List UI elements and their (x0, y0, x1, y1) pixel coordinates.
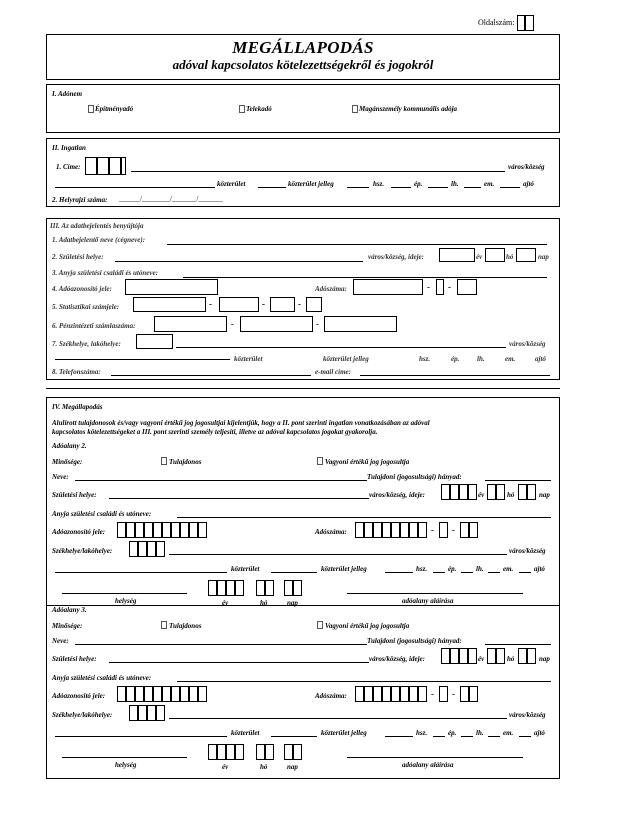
tax-number-box[interactable] (382, 522, 391, 538)
option-label: Vagyoni értékű jog jogosultja (325, 622, 410, 630)
section-heading: II. Ingatlan (52, 144, 86, 152)
lh-line[interactable] (428, 187, 448, 188)
field-label: Adóazonosító jele: (52, 692, 106, 700)
field-label: 1. Címe: (56, 163, 81, 171)
option-label: Vagyoni értékű jog jogosultja (325, 458, 410, 466)
field-label: 3. Anyja születési családi és utóneve: (52, 269, 158, 277)
tax-number-box[interactable] (409, 686, 418, 702)
field-label: év (478, 655, 485, 663)
postcode-box[interactable] (156, 705, 165, 721)
postcode-box[interactable] (129, 541, 138, 557)
section-benyujto (46, 218, 560, 380)
separator: - (231, 319, 234, 329)
checkbox-vagyoni-jog[interactable] (317, 621, 323, 629)
person-block (47, 606, 559, 769)
city-line[interactable] (169, 554, 507, 555)
section-heading: IV. Megállapodás (52, 403, 103, 411)
ajto-line[interactable] (519, 572, 531, 573)
field-label: közterület jelleg (321, 729, 367, 737)
stat-number-box-3[interactable] (270, 297, 295, 312)
field-label: 2. Születési helye: (52, 253, 104, 261)
postcode-box[interactable] (97, 157, 109, 175)
field-label: 5. Statisztikai számjele: (52, 303, 120, 311)
page-subtitle: adóval kapcsolatos kötelezettségekről és jogokról (172, 57, 434, 72)
em-line[interactable] (488, 736, 500, 737)
section-adonem (46, 84, 560, 133)
separator: - (316, 319, 319, 329)
mother-name-line[interactable] (177, 681, 551, 682)
page-number-box-2[interactable] (525, 15, 534, 31)
field-label: adóalany aláírása (402, 761, 454, 769)
bank-account-box-3[interactable] (324, 316, 397, 332)
mother-name-line[interactable] (177, 517, 551, 518)
tax-id-box[interactable] (153, 686, 162, 702)
field-label: lh. (477, 355, 485, 363)
field-label: közterület (231, 565, 260, 573)
field-label: Születési helye: (52, 655, 97, 663)
field-label: em. (503, 565, 514, 573)
separator: - (452, 689, 455, 699)
tax-id-box[interactable] (126, 522, 135, 538)
birth-day-box[interactable] (518, 648, 527, 664)
field-label: 2. Helyrajzi száma: (52, 196, 108, 204)
sign-year-box[interactable] (226, 744, 235, 760)
field-label: 8. Telefonszáma: (52, 368, 101, 376)
checkbox-tulajdonos[interactable] (161, 621, 167, 629)
separator: - (427, 282, 430, 292)
street-line[interactable] (55, 187, 215, 188)
field-label: adóalany aláírása (402, 597, 454, 605)
share-line[interactable] (485, 480, 551, 481)
page-number-box-1[interactable] (517, 15, 525, 31)
sign-month-box[interactable] (265, 580, 274, 596)
field-label: nap (539, 491, 550, 499)
birth-month-box[interactable] (487, 484, 496, 500)
tax-id-box[interactable] (198, 522, 207, 538)
tax-number-box[interactable] (400, 522, 409, 538)
checkbox-kommunalis-ado[interactable] (352, 105, 358, 113)
birth-year-box[interactable] (439, 248, 475, 262)
field-label: 4. Adóazonosító jele: (52, 285, 112, 293)
lh-line[interactable] (461, 572, 473, 573)
checkbox-epitmenyado[interactable] (88, 105, 94, 113)
birth-year-box[interactable] (468, 484, 477, 500)
tax-number-box-2[interactable] (436, 279, 444, 295)
field-label: lh. (476, 729, 484, 737)
divider (46, 388, 560, 389)
em-line[interactable] (464, 187, 481, 188)
separator: - (448, 282, 451, 292)
name-line[interactable] (167, 244, 547, 245)
sign-year-box[interactable] (208, 580, 217, 596)
intro-text-line-2: kapcsolatos kötelezettségeket a III. pont szerinti személy teljesíti, illetve az adóval kapcsolatos jogokat gyakorolja. (52, 428, 378, 436)
signature-line[interactable] (347, 757, 523, 758)
mother-name-line[interactable] (183, 277, 547, 278)
field-label: közterület jelleg (323, 355, 369, 363)
field-label: ajtó (534, 565, 545, 573)
place-signature-line[interactable] (62, 757, 187, 758)
sign-day-box[interactable] (284, 744, 293, 760)
field-label: Tulajdoni (jogosultsági) hányad: (367, 637, 462, 645)
field-label: ajtó (535, 355, 546, 363)
seat-street-line[interactable] (55, 359, 230, 360)
separator: - (262, 299, 265, 309)
separator: - (431, 525, 434, 535)
postcode-box[interactable] (85, 157, 97, 175)
field-label: ajtó (523, 180, 534, 188)
hsz-line[interactable] (385, 572, 413, 573)
birth-day-box[interactable] (516, 248, 536, 262)
tax-id-box[interactable] (125, 279, 218, 295)
phone-line[interactable] (111, 375, 311, 376)
tax-number-box[interactable] (469, 686, 478, 702)
helyrajzi-field[interactable]: ______/________/_______/_______ (119, 195, 223, 203)
field-label: év (222, 763, 229, 771)
field-label: Székhelye/lakóhelye: (52, 711, 113, 719)
bank-account-box-2[interactable] (240, 316, 313, 332)
section-heading: III. Az adatbejelentés benyújtója (50, 222, 144, 230)
field-label: helység (115, 597, 137, 605)
tax-number-box[interactable] (439, 686, 448, 702)
field-label: közterület (217, 180, 246, 188)
separator: - (452, 525, 455, 535)
tax-number-box[interactable] (418, 686, 427, 702)
ep-line[interactable] (433, 572, 445, 573)
birth-month-box[interactable] (496, 484, 505, 500)
section-megallapodas (46, 397, 560, 779)
sign-year-box[interactable] (217, 580, 226, 596)
field-label: hó (260, 763, 268, 771)
ep-line[interactable] (391, 187, 411, 188)
option-label: Magánszemély kommunális adója (359, 105, 458, 113)
birth-month-box[interactable] (487, 648, 496, 664)
field-label: lh. (451, 180, 459, 188)
ep-line[interactable] (433, 736, 445, 737)
field-label: év (476, 253, 483, 261)
sign-year-box[interactable] (226, 580, 235, 596)
field-label: ajtó (534, 729, 545, 737)
field-label: város/község (509, 547, 546, 555)
birth-year-box[interactable] (459, 484, 468, 500)
postcode-box[interactable] (147, 541, 156, 557)
tax-id-box[interactable] (180, 522, 189, 538)
option-label: Tulajdonos (169, 622, 202, 630)
field-label: nap (287, 599, 298, 607)
hsz-line[interactable] (385, 736, 413, 737)
street-type-line[interactable] (258, 187, 286, 188)
sign-year-box[interactable] (235, 580, 244, 596)
tax-id-box[interactable] (189, 686, 198, 702)
tax-number-box[interactable] (460, 522, 469, 538)
field-label: ép. (448, 729, 457, 737)
checkbox-tulajdonos[interactable] (161, 457, 167, 465)
birth-day-box[interactable] (527, 648, 536, 664)
ajto-line[interactable] (500, 187, 520, 188)
birth-day-box[interactable] (518, 484, 527, 500)
page-number-label: Oldalszám: (478, 18, 515, 27)
field-label: nap (287, 763, 298, 771)
section-ingatlan (46, 138, 560, 207)
field-label: Minősége: (52, 458, 83, 466)
tax-id-box[interactable] (117, 522, 126, 538)
field-label: város/község (509, 340, 546, 348)
tax-id-box[interactable] (171, 522, 180, 538)
tax-id-box[interactable] (162, 686, 171, 702)
street-line[interactable] (55, 736, 227, 737)
field-label: közterület (231, 729, 260, 737)
em-line[interactable] (488, 572, 500, 573)
sign-month-box[interactable] (265, 744, 274, 760)
separator: - (209, 299, 212, 309)
field-label: közterület jelleg (288, 180, 334, 188)
field-label: Adóazonosító jele: (52, 528, 106, 536)
section-heading: I. Adónem (52, 90, 83, 98)
field-label: város/község, ideje: (369, 491, 425, 499)
tax-id-box[interactable] (144, 522, 153, 538)
birth-month-box[interactable] (485, 248, 505, 262)
field-label: közterület (234, 355, 263, 363)
tax-id-box[interactable] (162, 522, 171, 538)
field-label: Adószáma: (315, 285, 347, 293)
field-label: em. (503, 729, 514, 737)
postcode-box[interactable] (138, 705, 147, 721)
birth-day-box[interactable] (527, 484, 536, 500)
city-line[interactable] (169, 718, 507, 719)
postcode-box[interactable] (109, 157, 121, 175)
name-line[interactable] (75, 644, 367, 645)
field-label: ép. (448, 565, 457, 573)
stat-number-box-2[interactable] (219, 297, 259, 312)
postcode-box[interactable] (147, 705, 156, 721)
field-label: em. (505, 355, 516, 363)
postcode-box[interactable] (156, 541, 165, 557)
seat-city-line[interactable] (176, 347, 506, 348)
page-title: MEGÁLLAPODÁS (232, 38, 374, 57)
separator: - (298, 299, 301, 309)
person-block (47, 442, 559, 605)
bank-account-box-1[interactable] (154, 316, 227, 332)
field-label: lh. (476, 565, 484, 573)
field-label: város/község (509, 711, 546, 719)
place-signature-line[interactable] (62, 593, 187, 594)
field-label: hó (507, 655, 515, 663)
street-line[interactable] (55, 572, 227, 573)
sign-year-box[interactable] (235, 744, 244, 760)
field-label: nap (539, 655, 550, 663)
field-label: Tulajdoni (jogosultsági) hányad: (367, 473, 462, 481)
tax-number-box[interactable] (469, 522, 478, 538)
field-label: hsz. (419, 355, 431, 363)
field-label: Neve: (52, 637, 69, 645)
tax-id-box[interactable] (180, 686, 189, 702)
sign-year-box[interactable] (208, 744, 217, 760)
tax-number-box[interactable] (373, 522, 382, 538)
field-label: Minősége: (52, 622, 83, 630)
title-box (46, 34, 560, 80)
birth-year-box[interactable] (450, 484, 459, 500)
birth-month-box[interactable] (496, 648, 505, 664)
birthplace-line[interactable] (109, 498, 369, 499)
tax-number-box[interactable] (353, 279, 423, 295)
tax-number-box[interactable] (391, 522, 400, 538)
email-line[interactable] (360, 375, 550, 376)
signature-line[interactable] (347, 593, 523, 594)
sign-month-box[interactable] (256, 744, 265, 760)
field-label: 7. Székhelye, lakóhelye: (52, 340, 121, 348)
field-label: Neve: (52, 473, 69, 481)
field-label: év (478, 491, 485, 499)
intro-text-line-1: Alulírott tulajdonosok és/vagy vagyoni értékű jog jogosultjai kijelentjük, hogy a II. pont szerinti ingatlan vonatkozásában az adóval (52, 419, 430, 427)
field-label: hó (260, 599, 268, 607)
tax-number-box[interactable] (364, 522, 373, 538)
birth-year-box[interactable] (441, 648, 450, 664)
field-label: év (222, 599, 229, 607)
sign-day-box[interactable] (293, 580, 302, 596)
field-label: nap (538, 253, 549, 261)
field-label: város/község, ideje: (369, 655, 425, 663)
field-label: Adószáma: (315, 692, 347, 700)
option-label: Építményadó (95, 105, 134, 113)
street-type-line[interactable] (271, 736, 317, 737)
tax-number-box-3[interactable] (457, 279, 477, 295)
tax-number-box[interactable] (391, 686, 400, 702)
tax-number-box[interactable] (460, 686, 469, 702)
field-label: Anyja születési családi és utóneve: (52, 674, 152, 682)
field-label: város/község (508, 163, 545, 171)
postcode-box[interactable] (129, 705, 138, 721)
field-label: hó (506, 253, 514, 261)
tax-id-box[interactable] (126, 686, 135, 702)
tax-number-box[interactable] (439, 522, 448, 538)
share-line[interactable] (485, 644, 551, 645)
field-label: Adószáma: (315, 528, 347, 536)
postcode-box[interactable] (138, 541, 147, 557)
field-label: em. (484, 180, 495, 188)
checkbox-telekado[interactable] (239, 105, 245, 113)
tax-number-box[interactable] (373, 686, 382, 702)
separator: - (431, 689, 434, 699)
option-label: Telekadó (246, 105, 272, 113)
checkbox-vagyoni-jog[interactable] (317, 457, 323, 465)
birth-year-box[interactable] (450, 648, 459, 664)
name-line[interactable] (75, 480, 367, 481)
field-label: Születési helye: (52, 491, 97, 499)
ajto-line[interactable] (519, 736, 531, 737)
field-label: e-mail címe: (315, 368, 351, 376)
tax-number-box[interactable] (418, 522, 427, 538)
person-title: Adóalany 3. (52, 606, 87, 614)
postcode-box[interactable] (121, 157, 126, 175)
field-label: Székhelye/lakóhelye: (52, 547, 113, 555)
sign-month-box[interactable] (256, 580, 265, 596)
city-line[interactable] (131, 171, 505, 172)
birth-year-box[interactable] (468, 648, 477, 664)
birthplace-line[interactable] (109, 662, 369, 663)
seat-postcode-box[interactable] (136, 334, 173, 349)
field-label: város/község, ideje: (368, 253, 424, 261)
birth-year-box[interactable] (459, 648, 468, 664)
tax-number-box[interactable] (355, 686, 364, 702)
tax-number-box[interactable] (364, 686, 373, 702)
stat-number-box-4[interactable] (306, 297, 322, 312)
tax-number-box[interactable] (382, 686, 391, 702)
option-label: Tulajdonos (169, 458, 202, 466)
person-title: Adóalany 2. (52, 442, 87, 450)
field-label: 1. Adatbejelentő neve (cégneve): (52, 236, 146, 244)
tax-number-box[interactable] (400, 686, 409, 702)
field-label: Anyja születési családi és utóneve: (52, 510, 152, 518)
field-label: 6. Pénzintézeti számlaszáma: (52, 322, 136, 330)
tax-number-box[interactable] (409, 522, 418, 538)
tax-id-box[interactable] (198, 686, 207, 702)
tax-id-box[interactable] (135, 686, 144, 702)
tax-id-box[interactable] (189, 522, 198, 538)
field-label: ép. (451, 355, 460, 363)
tax-id-box[interactable] (135, 522, 144, 538)
sign-year-box[interactable] (217, 744, 226, 760)
field-label: hó (507, 491, 515, 499)
tax-id-box[interactable] (144, 686, 153, 702)
field-label: helység (115, 761, 137, 769)
lh-line[interactable] (461, 736, 473, 737)
birthplace-line[interactable] (115, 261, 363, 262)
sign-day-box[interactable] (284, 580, 293, 596)
birth-year-box[interactable] (441, 484, 450, 500)
field-label: hsz. (416, 729, 428, 737)
tax-id-box[interactable] (117, 686, 126, 702)
sign-day-box[interactable] (293, 744, 302, 760)
field-label: közterület jelleg (321, 565, 367, 573)
tax-id-box[interactable] (171, 686, 180, 702)
field-label: hsz. (373, 180, 385, 188)
tax-number-box[interactable] (355, 522, 364, 538)
stat-number-box[interactable] (133, 297, 206, 312)
tax-id-box[interactable] (153, 522, 162, 538)
street-type-line[interactable] (271, 572, 317, 573)
field-label: ép. (414, 180, 423, 188)
field-label: hsz. (416, 565, 428, 573)
hsz-line[interactable] (347, 187, 369, 188)
